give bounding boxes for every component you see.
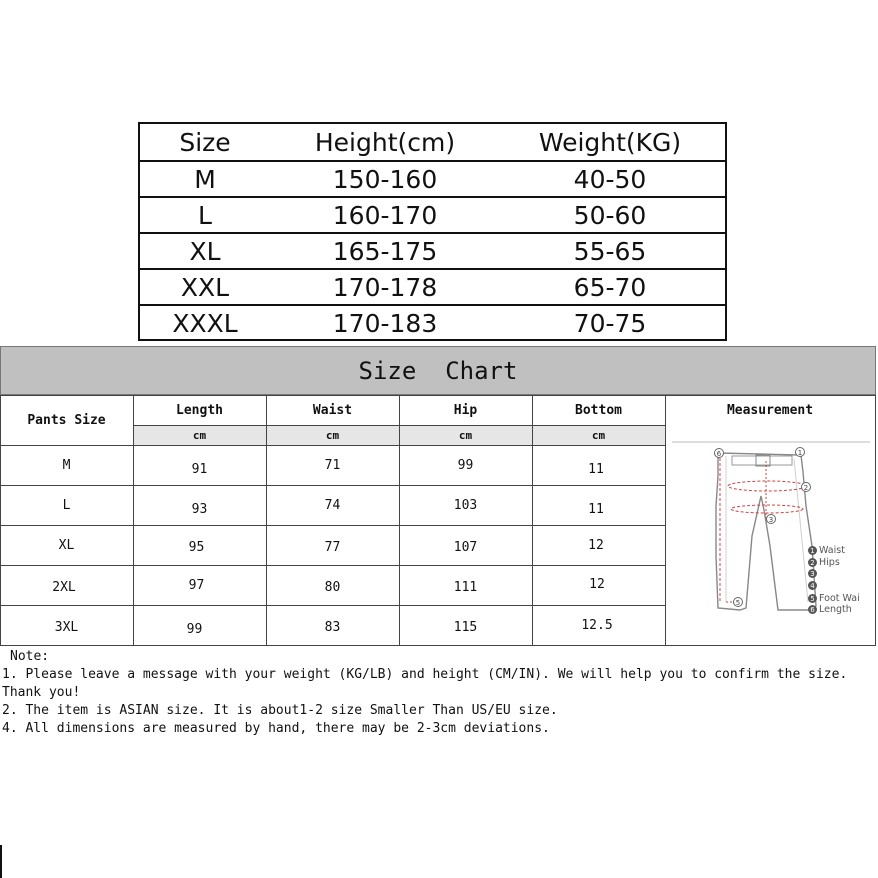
waist-cell: 74 xyxy=(324,497,341,513)
bottom-cell: 11 xyxy=(588,501,604,517)
legend-item: 2 Hips xyxy=(808,557,840,568)
unit-label: cm xyxy=(591,428,606,442)
hip-header: Hip xyxy=(453,402,478,418)
height-cell: 170-178 xyxy=(332,272,438,302)
marker-label: 5 xyxy=(735,599,741,607)
pants-measurement-diagram xyxy=(666,426,876,646)
notes-section xyxy=(2,648,872,738)
weight-cell: 55-65 xyxy=(573,236,647,266)
legend-item: 6 Length xyxy=(808,604,852,615)
hip-cell: 111 xyxy=(453,579,478,595)
length-cell: 99 xyxy=(186,621,203,637)
height-weight-table xyxy=(138,122,727,341)
pants-size-cell: L xyxy=(62,497,71,513)
size-cell: XXL xyxy=(180,272,230,302)
height-cell: 160-170 xyxy=(332,200,438,230)
header-size: Size xyxy=(179,127,231,157)
waist-cell: 80 xyxy=(324,579,341,595)
pants-size-cell: 3XL xyxy=(54,619,79,635)
bottom-cell: 12.5 xyxy=(581,617,613,633)
length-cell: 97 xyxy=(188,577,205,593)
measurement-header: Measurement xyxy=(726,402,814,418)
unit-label: cm xyxy=(325,428,340,442)
header-height: Height(cm) xyxy=(314,127,456,157)
table-row xyxy=(140,232,725,268)
bottom-cell: 11 xyxy=(588,461,604,477)
unit-label: cm xyxy=(192,428,207,442)
bottom-cell: 12 xyxy=(589,576,605,592)
height-cell: 150-160 xyxy=(332,164,438,194)
weight-cell: 50-60 xyxy=(573,200,647,230)
length-header: Length xyxy=(176,402,223,418)
length-cell: 95 xyxy=(188,539,205,555)
hip-cell: 99 xyxy=(457,457,474,473)
table-header-row xyxy=(140,124,725,160)
waist-cell: 71 xyxy=(324,457,341,473)
pants-size-cell: 2XL xyxy=(52,579,76,595)
weight-cell: 40-50 xyxy=(573,164,647,194)
waist-cell: 83 xyxy=(324,619,341,635)
marker-label: 3 xyxy=(768,516,774,524)
legend-item: 1 Waist xyxy=(808,545,845,556)
pants-size-cell: M xyxy=(62,457,71,473)
table-row xyxy=(140,160,725,196)
note-item: 2. The item is ASIAN size. It is about1-2 size Smaller Than US/EU size. xyxy=(2,703,558,718)
marker-label: 1 xyxy=(797,449,803,457)
size-cell: XL xyxy=(189,236,221,266)
waist-cell: 77 xyxy=(324,539,341,555)
table-row xyxy=(140,304,725,341)
legend-item: 3 xyxy=(808,569,819,578)
header-weight: Weight(KG) xyxy=(538,127,682,157)
edge-mark xyxy=(0,845,2,878)
marker-label: 6 xyxy=(716,450,722,458)
notes-heading: Note: xyxy=(10,649,50,664)
unit-label: cm xyxy=(458,428,473,442)
hip-cell: 107 xyxy=(453,539,478,555)
note-item: 4. All dimensions are measured by hand, there may be 2-3cm deviations. xyxy=(2,721,550,736)
pants-size-cell: XL xyxy=(58,537,75,553)
table-row xyxy=(140,268,725,304)
size-cell: XXXL xyxy=(172,309,238,338)
waist-header: Waist xyxy=(312,402,353,418)
table-row xyxy=(140,196,725,232)
size-chart-title: Size Chart xyxy=(0,346,876,395)
marker-label: 2 xyxy=(803,484,809,492)
length-cell: 91 xyxy=(191,461,208,477)
height-cell: 170-183 xyxy=(332,309,438,338)
legend-item: 5 Foot Wai xyxy=(808,593,860,604)
size-cell: M xyxy=(194,164,216,194)
hip-cell: 103 xyxy=(453,497,478,513)
length-cell: 93 xyxy=(191,501,208,517)
height-cell: 165-175 xyxy=(332,236,438,266)
size-cell: L xyxy=(198,200,212,230)
hip-cell: 115 xyxy=(453,619,478,635)
weight-cell: 65-70 xyxy=(573,272,647,302)
note-item: 1. Please leave a message with your weight (KG/LB) and height (CM/IN). We will help you to confirm the size. Thank you! xyxy=(2,667,856,700)
bottom-header: Bottom xyxy=(575,402,622,418)
pants-size-header: Pants Size xyxy=(27,412,106,428)
bottom-cell: 12 xyxy=(588,537,604,553)
legend-item: 4 xyxy=(808,581,819,590)
weight-cell: 70-75 xyxy=(573,309,647,338)
